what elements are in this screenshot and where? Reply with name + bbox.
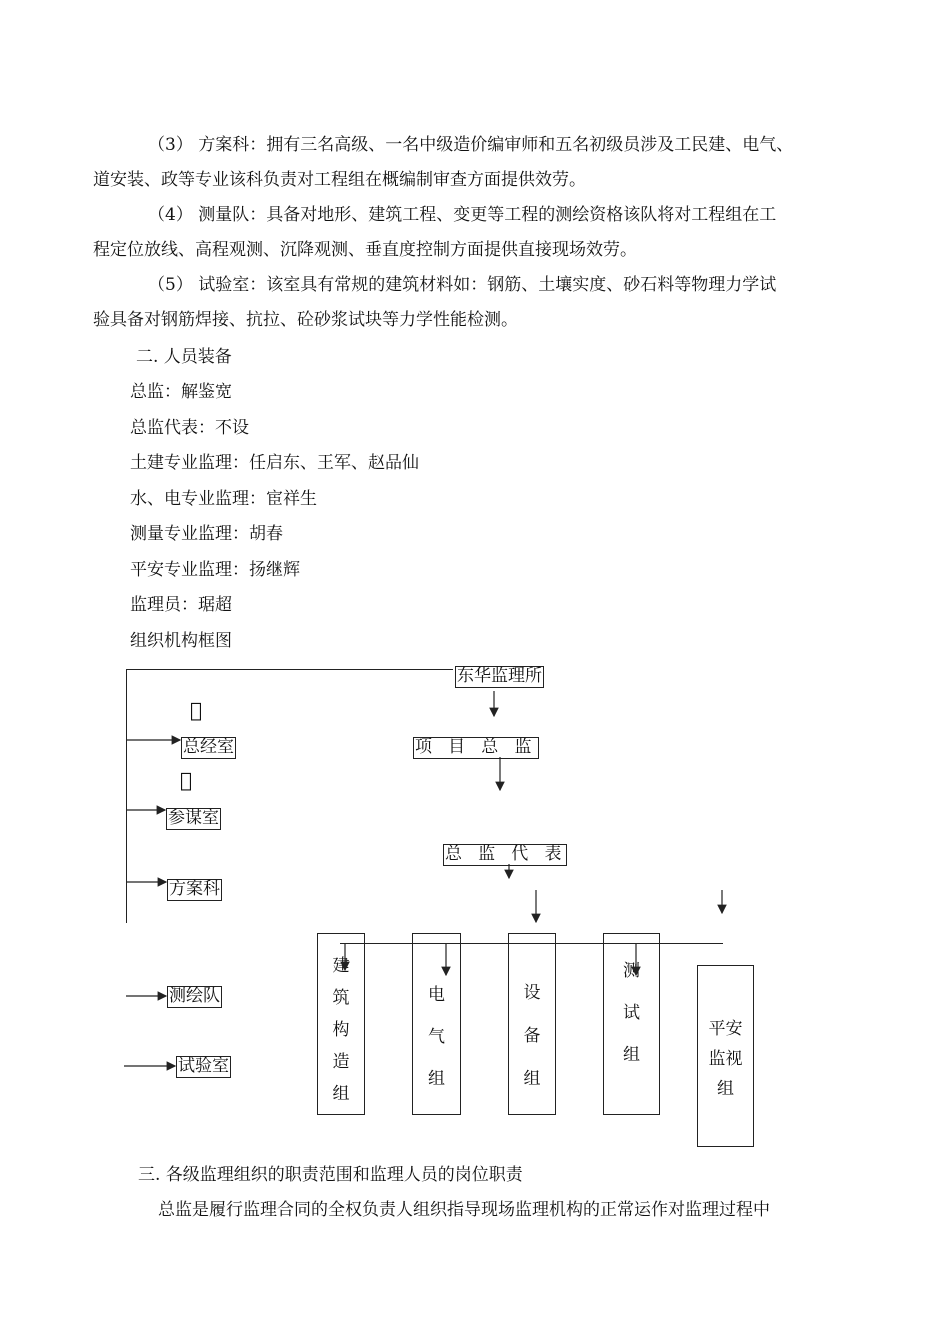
paragraph-5-line1: （5） 试验室：该室具有常规的建筑材料如：钢筋、土壤实度、砂石料等物理力学试 — [148, 275, 777, 295]
box-staff-office: 参谋室 — [168, 808, 219, 828]
box-test-lab: 试验室 — [178, 1056, 229, 1076]
group-box-electrical: 电 气 组 — [412, 933, 461, 1115]
paragraph-3-line1: （3） 方案科：拥有三名高级、一名中级造价编审师和五名初级员涉及工民建、电气、 — [148, 135, 794, 155]
staff-line: 平安专业监理：扬继辉 — [130, 560, 300, 580]
group-box-testing: 测 试 组 — [603, 933, 660, 1115]
staff-line: 总监：解鉴宽 — [130, 382, 232, 402]
group-box-safety: 平安 监视 组 — [697, 965, 754, 1147]
paragraph-4-line1: （4） 测量队：具备对地形、建筑工程、变更等工程的测绘资格该队将对工程组在工 — [148, 205, 777, 225]
section-2-heading: 二. 人员装备 — [136, 347, 232, 367]
box-planning-dept: 方案科 — [169, 879, 220, 899]
staff-line: 监理员：琚超 — [130, 595, 232, 615]
staff-line: 总监代表：不设 — [130, 418, 249, 438]
box-general-office: 总经室 — [183, 737, 234, 757]
staff-line: 土建专业监理：任启东、王军、赵品仙 — [130, 453, 419, 473]
staff-line: 水、电专业监理：宦祥生 — [130, 489, 317, 509]
box-top-org: 东华监理所 — [457, 666, 542, 686]
box-survey-team: 测绘队 — [169, 986, 220, 1006]
missing-glyph-icon: 󰀀 — [180, 768, 193, 792]
section-3-paragraph: 总监是履行监理合同的全权负责人组织指导现场监理机构的正常运作对监理过程中 — [158, 1200, 770, 1220]
org-chart-caption: 组织机构框图 — [130, 631, 232, 651]
group-box-construction: 建 筑 构 造 组 — [317, 933, 365, 1115]
section-3-heading: 三. 各级监理组织的职责范围和监理人员的岗位职责 — [138, 1165, 523, 1185]
group-box-equipment: 设 备 组 — [508, 933, 556, 1115]
box-project-chief: 项目总监 — [415, 737, 548, 757]
paragraph-5-line2: 验具备对钢筋焊接、抗拉、砼砂浆试块等力学性能检测。 — [93, 310, 518, 330]
paragraph-3-line2: 道安装、政等专业该科负责对工程组在概编制审查方面提供效劳。 — [93, 170, 586, 190]
box-deputy-chief: 总监代表 — [445, 844, 578, 864]
staff-line: 测量专业监理：胡春 — [130, 524, 283, 544]
missing-glyph-icon: 󰀀 — [190, 698, 203, 722]
paragraph-4-line2: 程定位放线、高程观测、沉降观测、垂直度控制方面提供直接现场效劳。 — [93, 240, 637, 260]
